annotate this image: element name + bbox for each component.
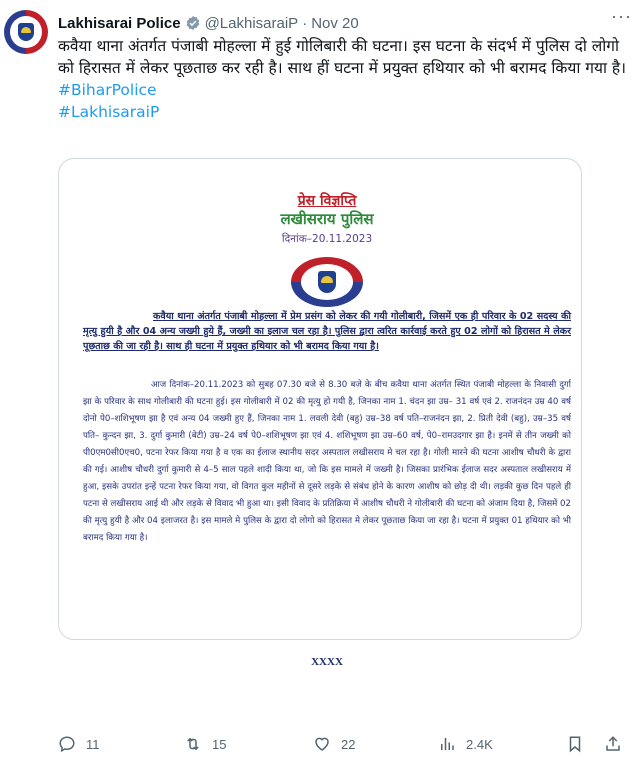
avatar[interactable] <box>4 10 48 54</box>
bookmark-button[interactable] <box>566 735 584 753</box>
views-button[interactable] <box>438 735 493 753</box>
tweet-body: कवैया थाना अंतर्गत पंजाबी मोहल्ला में हुई गोलिबारी की घटना। इस घटना के संदर्भ में पुलिस दो लोगो को हिरासत में लेकर पूछताछ कर रही है। साथ हीं घटना में प्रयुक्त हथियार को भी बरामद किया गया है। <box>58 37 627 77</box>
reply-button[interactable] <box>58 735 100 753</box>
share-button[interactable] <box>604 735 622 753</box>
press-release-summary: कवैया थाना अंतर्गत पंजाबी मोहल्ला में प्रेम प्रसंग को लेकर की गयी गोलीबारी, जिसमें एक ही परिवार के 02 सदस्य की मृत्यु हुयी है और 04 अन्य जख्मी हुये हैं, जख्मी का इलाज चल रहा है। पुलिस द्वारा त्वरित कार्रवाई करते हुए 02 लोगों को हिरासत मे लेकर पूछताछ की जा रही है। साथ ही घटना में प्रयुक्त हथियार को भी बरामद किया गया है। <box>83 311 571 352</box>
verified-badge-icon <box>185 15 201 31</box>
police-emblem-icon <box>10 16 42 48</box>
tweet-date[interactable]: Nov 20 <box>311 14 359 32</box>
press-release-title: प्रेस विज्ञप्ति <box>297 193 357 209</box>
like-count: 22 <box>341 736 356 752</box>
hashtag-link[interactable]: #BiharPolice <box>58 81 157 99</box>
repost-icon <box>184 735 202 753</box>
bookmark-icon <box>566 735 584 753</box>
tweet-actions <box>58 730 623 758</box>
more-options-icon[interactable]: ··· <box>611 6 632 26</box>
tweet-header <box>58 12 630 34</box>
separator: · <box>302 14 308 32</box>
views-chart-icon <box>438 735 456 753</box>
share-icon <box>604 735 622 753</box>
tweet-text <box>58 35 628 123</box>
press-release-org: लखीसराय पुलिस <box>280 210 374 228</box>
views-count: 2.4K <box>466 736 493 752</box>
press-release-signature: XXXX <box>311 656 343 668</box>
press-release-body: आज दिनांक–20.11.2023 को सुबह 07.30 बजे से 8.30 बजे के बीच कवैया थाना अंतर्गत स्थित पंजाबी मोहल्ला के निवासी दुर्गा झा के परिवार के साथ गोलीबारी की घटना हुई। इस गोलीबारी में 02 की मृत्यु हो गयी है, जिनका नाम 1. चंदन झा उम्र– 31 वर्ष एवं 2. राजनंदन उम्र 40 वर्ष दोनो पे0–शशिभूषण झा है एवं अन्य 04 जख्मी हुए हैं, जिनका नाम 1. लवली देवी (बहु) उम्र–38 वर्ष पति–राजनंदन झा, 2. प्रिती देवी (बहु), उम्र–35 वर्ष पति– कुन्दन झा, 3. दुर्गा कुमारी (बेटी) उम्र–24 वर्ष पे0–शशिभूषण झा एवं 4. शशिभूषण झा उम्र–60 वर्ष, पे0–रामउदगार झा है। इनमें से तीन जख्मी को पी0एम0सी0एच0, पटना रेफर किया गया है व एक का ईलाज स्थानीय सदर अस्पताल लखीसराय मे चल रहा है। गोली मारने की घटना आशीष चौधरी के द्वारा की गई। आशीष चौधरी दुर्गा कुमारी से 4–5 साल पहले शादी किया था, जो कि इस मामले में जख्मी है। जिसका प्रारंभिक ईलाज सदर अस्पताल लखीसराय में हुआ, इसके उपरांत इन्हें पटना रेफर किया गया, वो विगत कुल महीनों से दूसरे लड़के से संबंध होने के कारण आशीष को छोड़ दी थी। लड़की कुछ दिन पहले ही पटना से लखीसराय आई थी और लड़के से विवाद भी हुआ था। इसी विवाद के प्रतिक्रिया में आशीष चौधरी ने गोलीबारी की घटना को अंजाम दिया है, जिसमें 02 की मृत्यु हुयी है और 04 इलाजरत है। इस मामले मे पुलिस के द्वारा दो लोगो को हिरासत मे लेकर पूछताछ किया जा रहा है। घटना में प्रयुक्त 01 हथियार को भी बरामद किया गया है। <box>83 380 571 543</box>
repost-count: 15 <box>212 736 227 752</box>
heart-icon <box>313 735 331 753</box>
tweet-media-image[interactable] <box>58 158 582 668</box>
reply-count: 11 <box>86 736 100 752</box>
repost-button[interactable] <box>184 735 226 753</box>
bihar-police-emblem-icon <box>291 257 363 307</box>
hashtag-link[interactable]: #LakhisaraiP <box>58 103 160 121</box>
press-release-date: दिनांक–20.11.2023 <box>281 233 373 245</box>
author-name[interactable]: Lakhisarai Police <box>58 14 181 32</box>
reply-icon <box>58 735 76 753</box>
author-handle[interactable]: @LakhisaraiP <box>204 14 299 32</box>
like-button[interactable] <box>313 735 355 753</box>
